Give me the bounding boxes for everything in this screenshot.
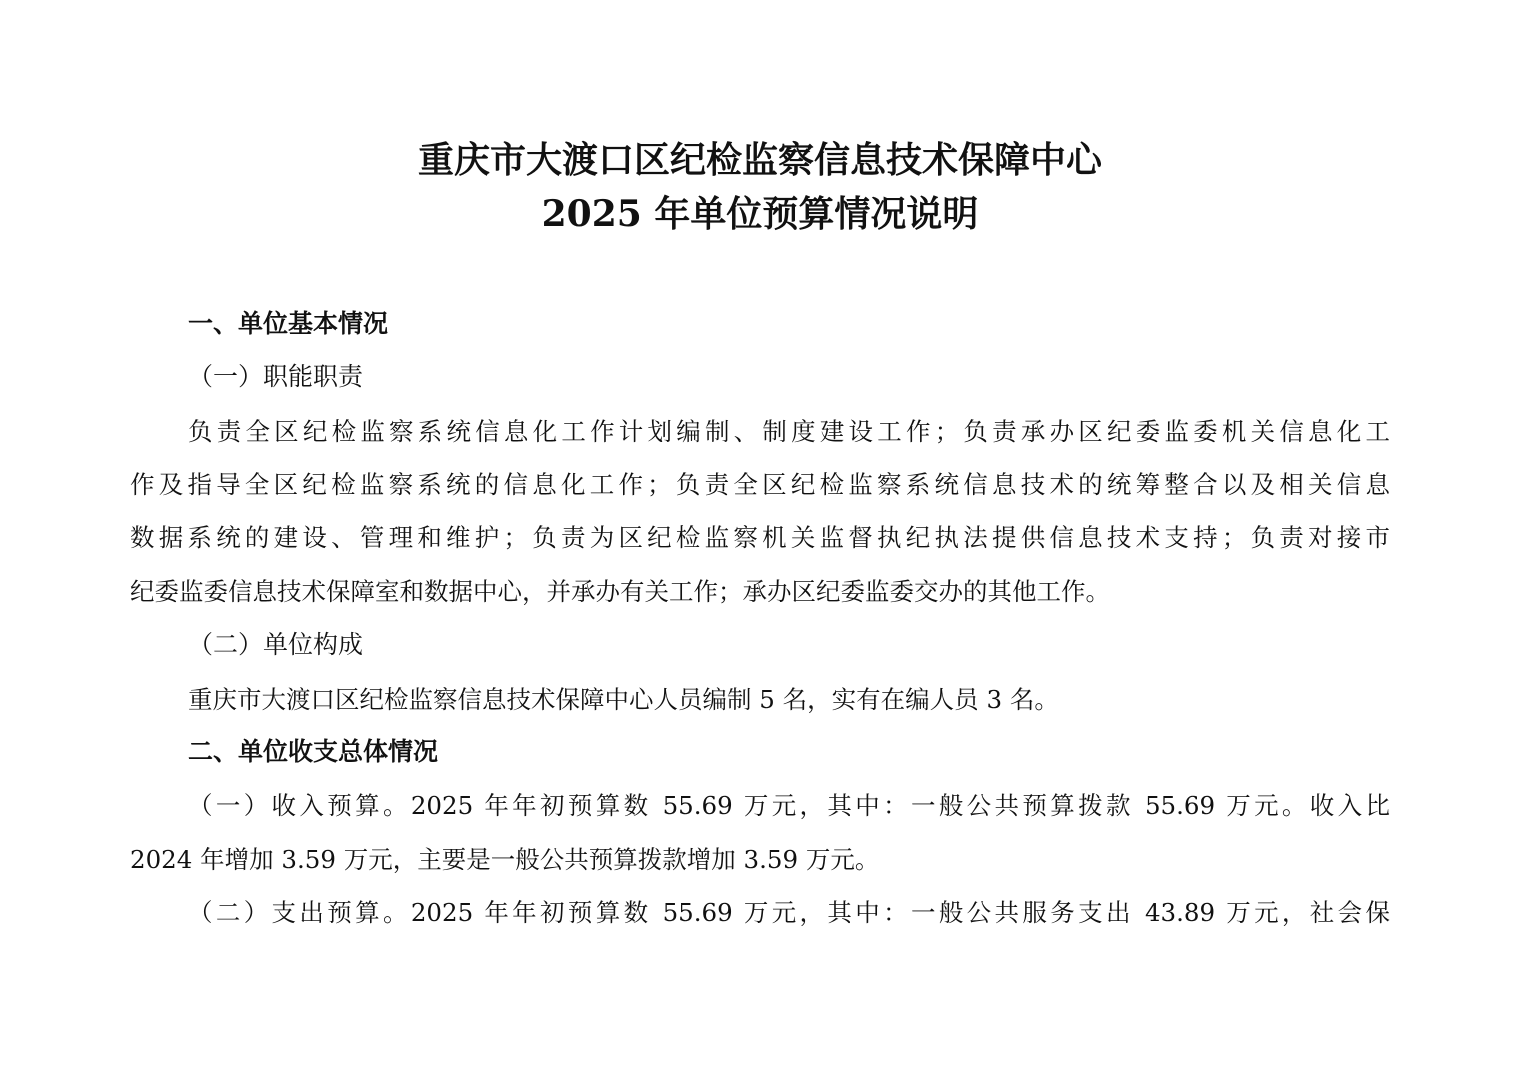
duties-paragraph-line: 作及指导全区纪检监察系统的信息化工作；负责全区纪检监察系统信息技术的统筹整合以及相关信息 bbox=[130, 470, 1390, 499]
document-title-line1: 重庆市大渡口区纪检监察信息技术保障中心 bbox=[417, 139, 1102, 181]
duties-paragraph-line: 数据系统的建设、管理和维护；负责为区纪检监察机关监督执纪执法提供信息技术支持；负责对接市 bbox=[130, 523, 1390, 552]
composition-paragraph-line: 重庆市大渡口区纪检监察信息技术保障中心人员编制 5 名，实有在编人员 3 名。 bbox=[188, 685, 1059, 714]
document-title-line2: 2025 年单位预算情况说明 bbox=[541, 193, 979, 235]
section1-heading: 一、单位基本情况 bbox=[188, 309, 389, 338]
section1-sub2-heading: （二）单位构成 bbox=[188, 630, 364, 659]
duties-paragraph-line: 纪委监委信息技术保障室和数据中心，并承办有关工作；承办区纪委监委交办的其他工作。 bbox=[130, 577, 1110, 606]
income-paragraph-line: （一）收入预算。2025 年年初预算数 55.69 万元，其中：一般公共预算拨款 55.69 万元。收入比 bbox=[188, 791, 1390, 820]
income-paragraph-line: 2024 年增加 3.59 万元，主要是一般公共预算拨款增加 3.59 万元。 bbox=[130, 845, 880, 874]
duties-paragraph-line: 负责全区纪检监察系统信息化工作计划编制、制度建设工作；负责承办区纪委监委机关信息化工 bbox=[188, 417, 1390, 446]
expense-paragraph-line: （二）支出预算。2025 年年初预算数 55.69 万元，其中：一般公共服务支出 43.89 万元，社会保 bbox=[188, 898, 1390, 927]
section1-sub1-heading: （一）职能职责 bbox=[188, 362, 364, 391]
section2-heading: 二、单位收支总体情况 bbox=[188, 737, 439, 766]
